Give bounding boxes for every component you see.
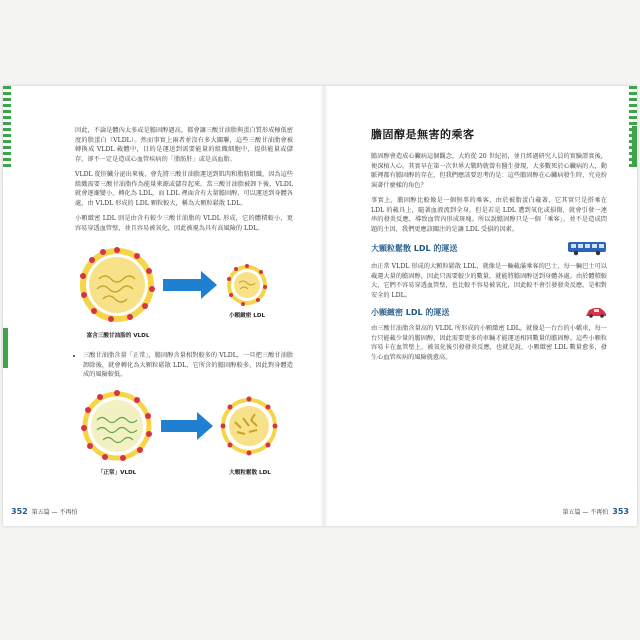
right-page-footer xyxy=(562,507,629,516)
subsection-small-ldl xyxy=(371,306,607,318)
normal-vldl-to-large-ldl-figure xyxy=(75,384,293,484)
right-paragraph-3: 由正常 VLDL 形成的大顆粒鬆散 LDL，就像是一輛載滿乘客的巴士，每一輛巴士可以載運大量的膽固醇，因此只需要較少的數量，就能將膽固醇送到身體各處。由於體積較大，它們不容易穿透血管壁，也比較不容易被氧化，因此較不會引發發炎反應，是相對安全的 LDL。 xyxy=(371,263,607,299)
left-running-footer: 第五篇 — 不再怕 xyxy=(31,509,78,516)
ldl-particle-icon xyxy=(221,396,278,455)
caption-normal-vldl: 「正常」VLDL xyxy=(97,469,137,476)
right-paragraph-2: 事實上，膽固醇比較像是一個無辜的乘客，由於被脂蛋白載著，它其實只是搭乘在 LDL 的載具上，隨著血液流到全身。但是若是 LDL 遭到氧化或損傷，就會引發一連串的發炎反應，導致血管內形成斑塊。所以說膽固醇只是一個「乘客」，並不是造成問題的主因，我們更應該關注的是讓 LDL 受損的因素。 xyxy=(371,197,607,233)
normal-vldl-conversion-diagram xyxy=(75,384,293,472)
left-page xyxy=(75,126,293,486)
left-bullet-list xyxy=(75,351,293,380)
vldl-particle-icon xyxy=(80,247,155,322)
right-paragraph-1: 膽固醇會造成心臟病這個觀念，大約從 20 世紀初，並且經過研究人員的實驗證實後，便深植人心。其實早在第一次世界大戰時就曾有醫生發現，大多數死於心臟病的人，動脈裡都有膽固醇的存在，但我們應該要思考的是：這些膽固醇在心臟病發生時，究竟扮演著什麼樣的角色？ xyxy=(371,153,607,189)
vldl-to-small-ldl-figure xyxy=(75,239,293,347)
subsection-large-ldl xyxy=(371,240,607,256)
right-paragraph-4: 由三酸甘油脂含量高的 VLDL 所形成的小顆緻密 LDL，就像是一台台的小轎車，每一台只能載少量的膽固醇，因此需要更多的車輛才能運送相同數量的膽固醇。這些小顆粒容易卡在血管壁上，被氧化後引發發炎反應，也就是說，小顆緻密 LDL 數量愈多，發生心血管疾病的風險就愈高。 xyxy=(371,325,607,361)
bus-icon xyxy=(567,240,607,256)
vldl-particle-icon xyxy=(81,390,152,461)
left-page-number: 352 xyxy=(11,507,28,516)
caption-large-buoyant-ldl: 大顆粒鬆散 LDL xyxy=(229,469,271,476)
arrow-right-icon xyxy=(163,271,217,299)
caption-rich-vldl: 富含三酸甘油脂的 VLDL xyxy=(86,333,150,339)
left-chapter-tab xyxy=(3,328,8,368)
left-page-footer xyxy=(11,507,78,516)
right-chapter-tab xyxy=(632,126,637,166)
arrow-right-icon xyxy=(161,412,213,440)
ldl-particle-icon xyxy=(227,264,267,306)
subsection-large-ldl-title: 大顆粒鬆散 LDL 的運送 xyxy=(371,243,458,253)
left-paragraph-2: VLDL 從肝臟分泌出來後，會先將三酸甘油脂運送到肌肉和脂肪組織，因為這些組織需要三酸甘油脂作為能量來源或儲存起來。當三酸甘油脂被卸下後，VLDL 就會逐漸變小，轉化為 LDL，而 LDL 裡面含有大量膽固醇，可以運送到身體各處，由 VLDL 形成的 LDL 顆粒較大，稱為大顆粒鬆散 LDL。 xyxy=(75,171,293,207)
subsection-small-ldl-title: 小顆緻密 LDL 的運送 xyxy=(371,307,450,317)
left-paragraph-3: 小顆緻密 LDL 則是由含有較少三酸甘油脂的 VLDL 形成，它的體積較小，更容易穿透血管壁，並且容易被氧化，因此被視為具有高風險的 LDL。 xyxy=(75,215,293,232)
right-page xyxy=(371,126,607,368)
vldl-conversion-diagram xyxy=(75,239,293,335)
left-bullet-1: • 三酸甘油脂含量「正常」，膽固醇含量相對較多的 VLDL，一旦把三酸甘油脂卸除後，就會轉化為大顆粒鬆散 LDL，它所含的膽固醇較多，因此對身體造成的風險較低。 xyxy=(83,351,293,380)
car-icon xyxy=(585,306,607,318)
left-edge-stripes xyxy=(3,86,11,168)
left-paragraph-1: 因此，不論是體內太多或是膽固醇過高，都會讓三酸甘油脂與蛋白質形成極低密度的脂蛋白（VLDL）。然而事實上兩者並沒有多大關聯，這些三酸甘油脂會被轉換成 VLDL 載體中，目的是運送到需要能量的組織細胞中，提供能量或儲存，卻不一定是造成心血管疾病的「脂肪肝」或是高血脂。 xyxy=(75,127,293,163)
caption-small-dense-ldl: 小顆緻密 LDL xyxy=(228,313,266,319)
right-running-footer: 第五篇 — 不再怕 xyxy=(562,509,609,516)
book-gutter xyxy=(320,86,328,526)
book-spread xyxy=(3,86,637,526)
right-page-number: 353 xyxy=(612,507,629,516)
section-title: 膽固醇是無害的乘客 xyxy=(371,128,475,141)
